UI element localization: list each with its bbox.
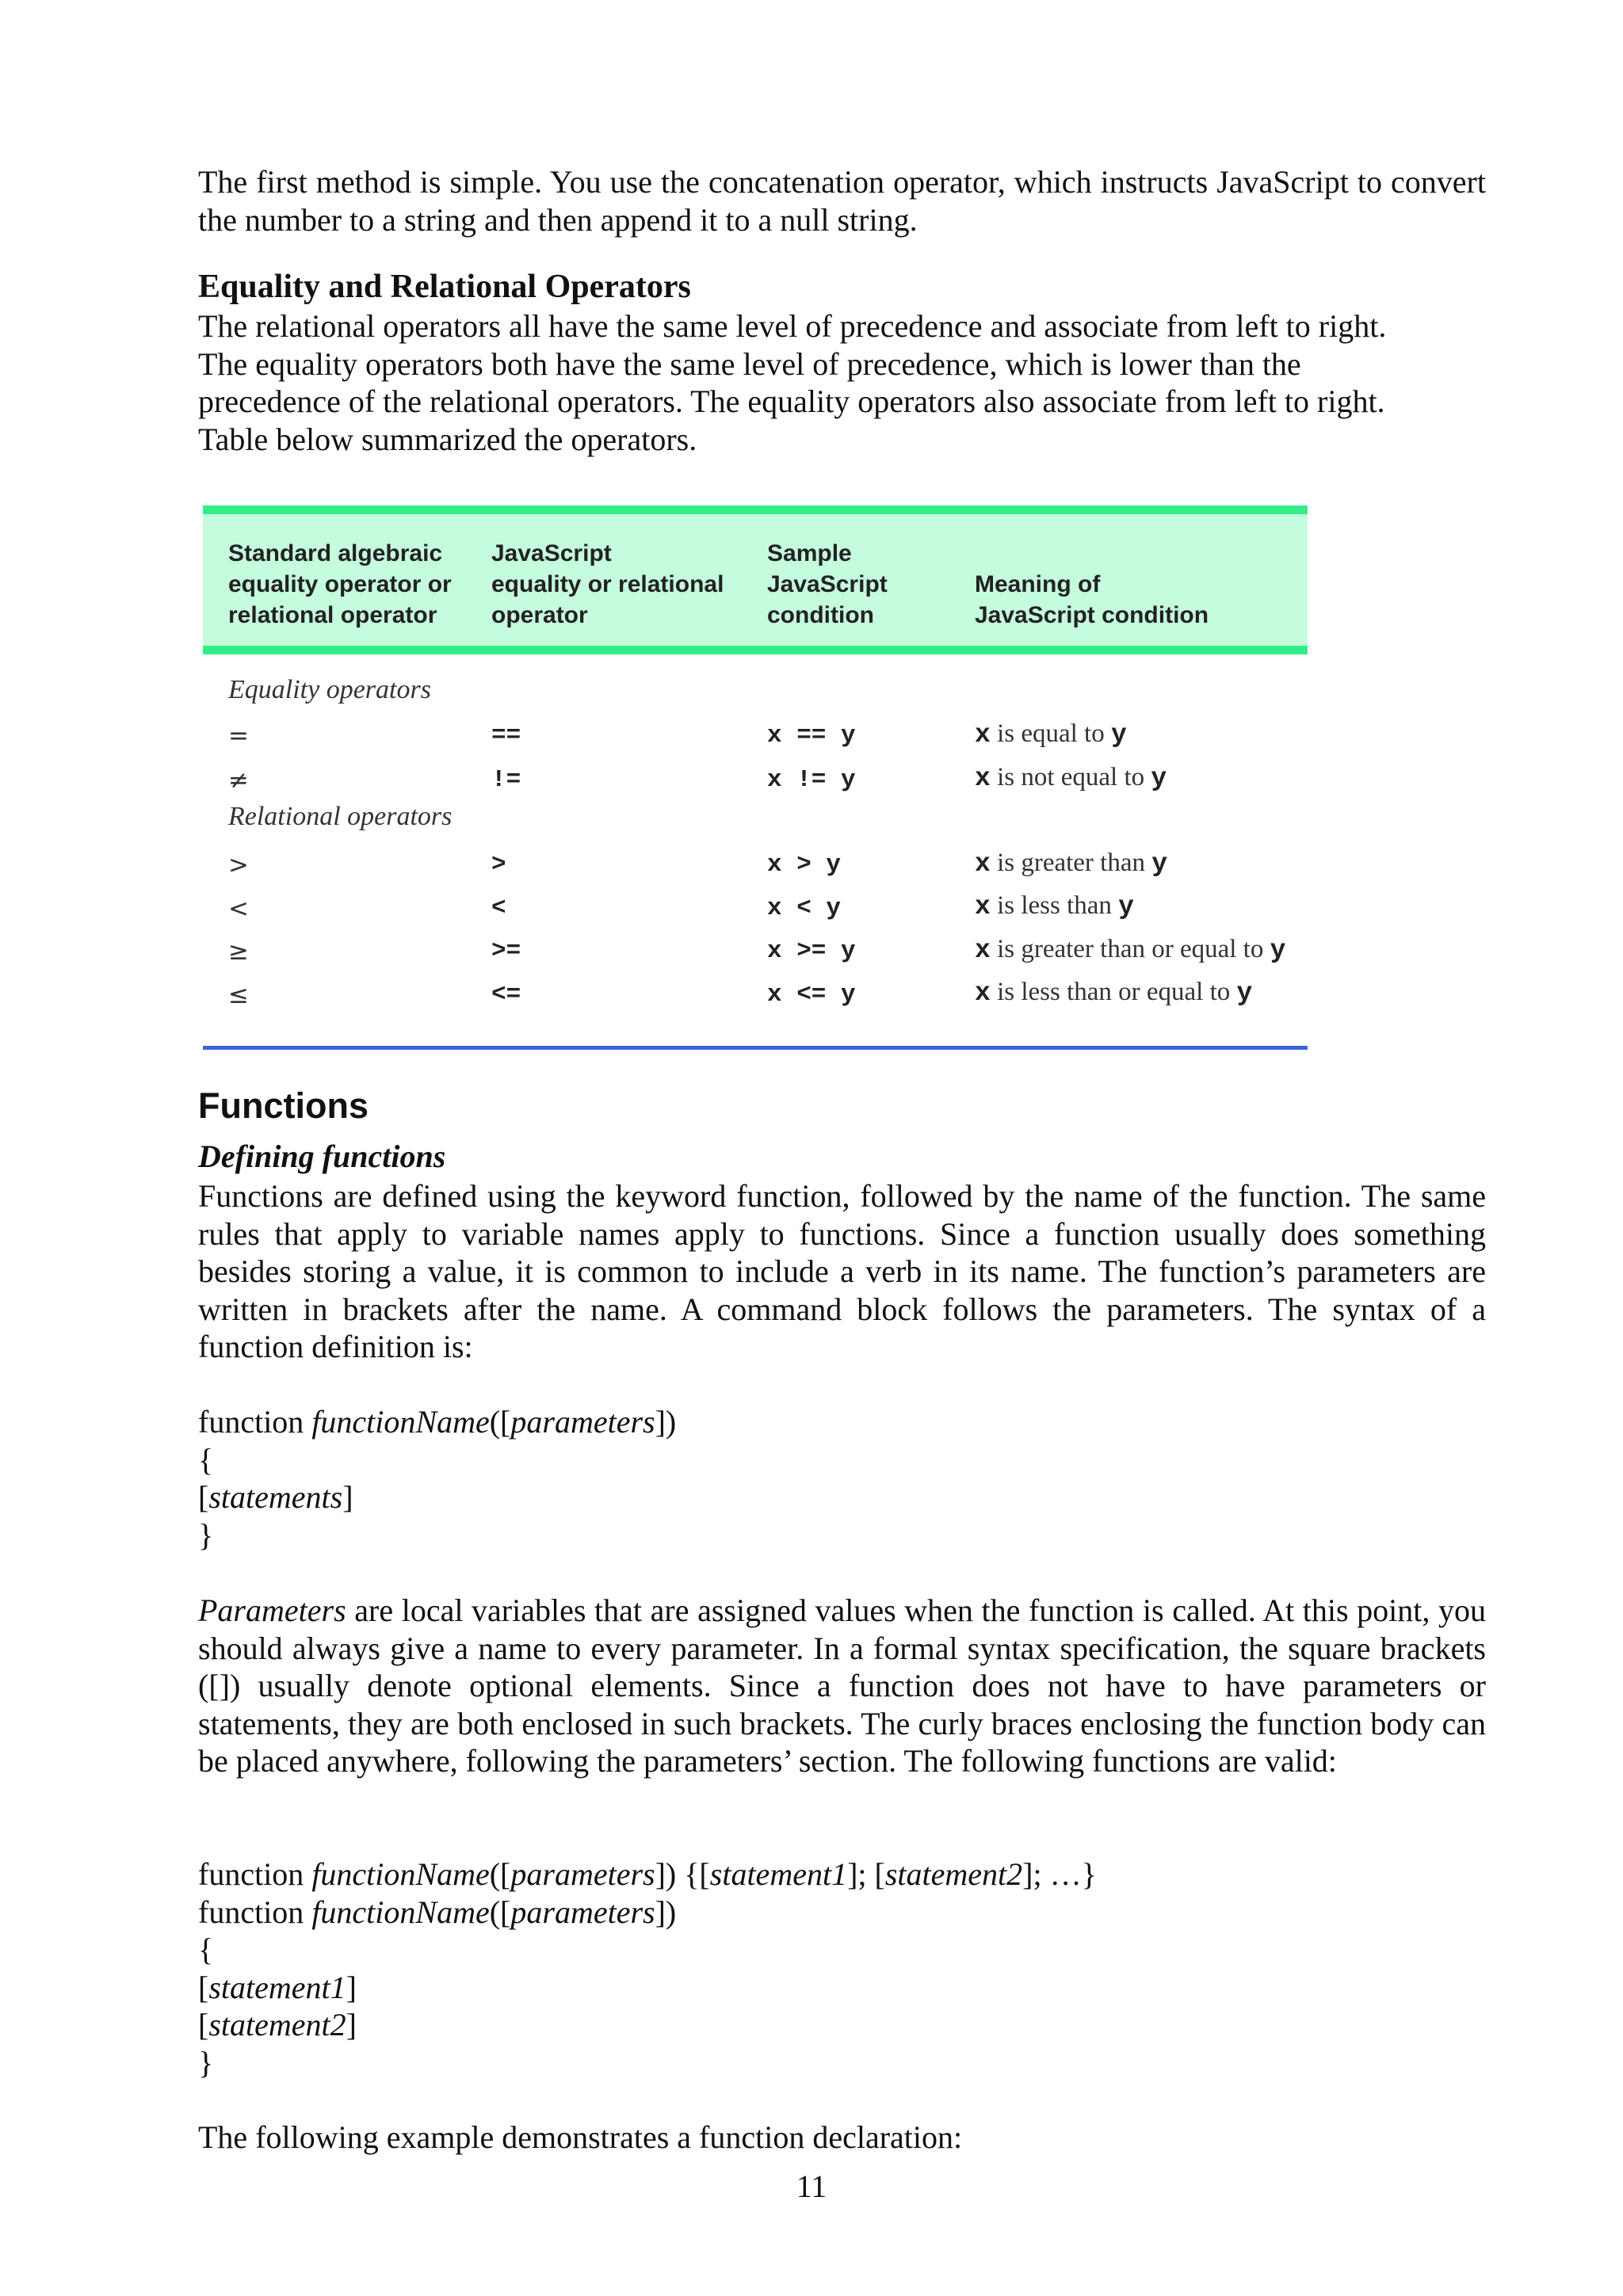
algebraic-operator: ≤ bbox=[228, 981, 249, 1009]
equality-line: precedence of the relational operators. The equality operators also associate from left to right. bbox=[198, 383, 1385, 419]
js-operator: == bbox=[491, 722, 521, 749]
algebraic-operator: ≥ bbox=[228, 937, 249, 966]
relational-operators-label: Relational operators bbox=[228, 802, 453, 831]
algebraic-operator: < bbox=[228, 894, 249, 923]
meaning-text: x is less than y bbox=[975, 891, 1134, 921]
header-meaning: Meaning of JavaScript condition bbox=[975, 571, 1209, 628]
meaning-text: x is not equal to y bbox=[975, 763, 1167, 793]
syntax-line: { bbox=[198, 1441, 214, 1478]
js-operator: > bbox=[491, 851, 506, 879]
syntax-line: } bbox=[198, 1516, 214, 1553]
sample-condition: x != y bbox=[767, 766, 856, 794]
equality-paragraph bbox=[198, 307, 1486, 458]
js-operator: >= bbox=[491, 937, 521, 965]
meaning-text: x is less than or equal to y bbox=[975, 978, 1253, 1008]
js-operator: <= bbox=[491, 981, 521, 1009]
header-javascript-operator: JavaScript equality or relational operator bbox=[491, 540, 724, 628]
syntax-line: { bbox=[198, 1932, 214, 1967]
equality-line: The relational operators all have the same level of precedence and associate from left to right. bbox=[198, 308, 1387, 344]
js-operator: != bbox=[491, 766, 521, 794]
syntax-block-2 bbox=[198, 1855, 1097, 2081]
meaning-text: x is equal to y bbox=[975, 719, 1127, 749]
subheading-defining-functions: Defining functions bbox=[198, 1138, 446, 1174]
header-algebraic: Standard algebraic equality operator or relational operator bbox=[228, 540, 452, 628]
syntax-line: function functionName([parameters]) {[statement1]; [statement2]; …} bbox=[198, 1856, 1097, 1892]
intro-paragraph: The first method is simple. You use the concatenation operator, which instructs JavaScript to convert the number to a string and then append it to a null string. bbox=[198, 164, 1486, 238]
operators-table-figure bbox=[203, 505, 1308, 1052]
equality-line: The equality operators both have the same level of precedence, which is lower than the bbox=[198, 345, 1301, 382]
page-number: 11 bbox=[796, 2168, 827, 2204]
table-header bbox=[203, 505, 1308, 654]
functions-paragraph-2: Parameters are local variables that are assigned values when the function is called. At this point, you should always give a name to every parameter. In a formal syntax specification, the square brackets ([]) usually denote optional elements. Since a function does not have to have parameters or statements, they are both enclosed in such brackets. The curly braces enclosing the function body can be placed anywhere, following the parameters’ section. The following functions are valid: bbox=[198, 1592, 1486, 1779]
algebraic-operator: ≠ bbox=[228, 766, 249, 795]
sample-condition: x <= y bbox=[767, 981, 856, 1009]
table-bottom-rule bbox=[203, 1046, 1308, 1050]
syntax-line: [statement1] bbox=[198, 1969, 357, 2005]
equality-operators-label: Equality operators bbox=[228, 675, 431, 704]
syntax-line: } bbox=[198, 2044, 214, 2081]
sample-condition: x >= y bbox=[767, 937, 856, 965]
syntax-block-1 bbox=[198, 1403, 676, 1554]
syntax-line: function functionName([parameters]) bbox=[198, 1894, 677, 1930]
closing-line: The following example demonstrates a function declaration: bbox=[198, 2119, 963, 2155]
syntax-line: [statements] bbox=[198, 1479, 353, 1515]
syntax-line: [statement2] bbox=[198, 2007, 357, 2042]
functions-paragraph-1: Functions are defined using the keyword function, followed by the name of the function. The same rules that apply to variable names apply to functions. Since a function usually does something besides storing a value, it is common to include a verb in its name. The function’s parameters are written in brackets after the name. A command block follows the parameters. The syntax of a function definition is: bbox=[198, 1178, 1486, 1364]
algebraic-operator: > bbox=[228, 851, 249, 879]
header-sample-condition: Sample JavaScript condition bbox=[767, 540, 888, 628]
meaning-text: x is greater than or equal to y bbox=[975, 935, 1286, 965]
sample-condition: x < y bbox=[767, 894, 842, 922]
syntax-line: function functionName([parameters]) bbox=[198, 1404, 677, 1440]
section-heading-equality: Equality and Relational Operators bbox=[198, 269, 691, 305]
section-heading-functions: Functions bbox=[198, 1085, 369, 1126]
meaning-text: x is greater than y bbox=[975, 849, 1168, 879]
algebraic-operator: = bbox=[228, 722, 249, 750]
equality-line: Table below summarized the operators. bbox=[198, 421, 697, 457]
sample-condition: x == y bbox=[767, 722, 856, 749]
js-operator: < bbox=[491, 894, 506, 922]
sample-condition: x > y bbox=[767, 851, 842, 879]
